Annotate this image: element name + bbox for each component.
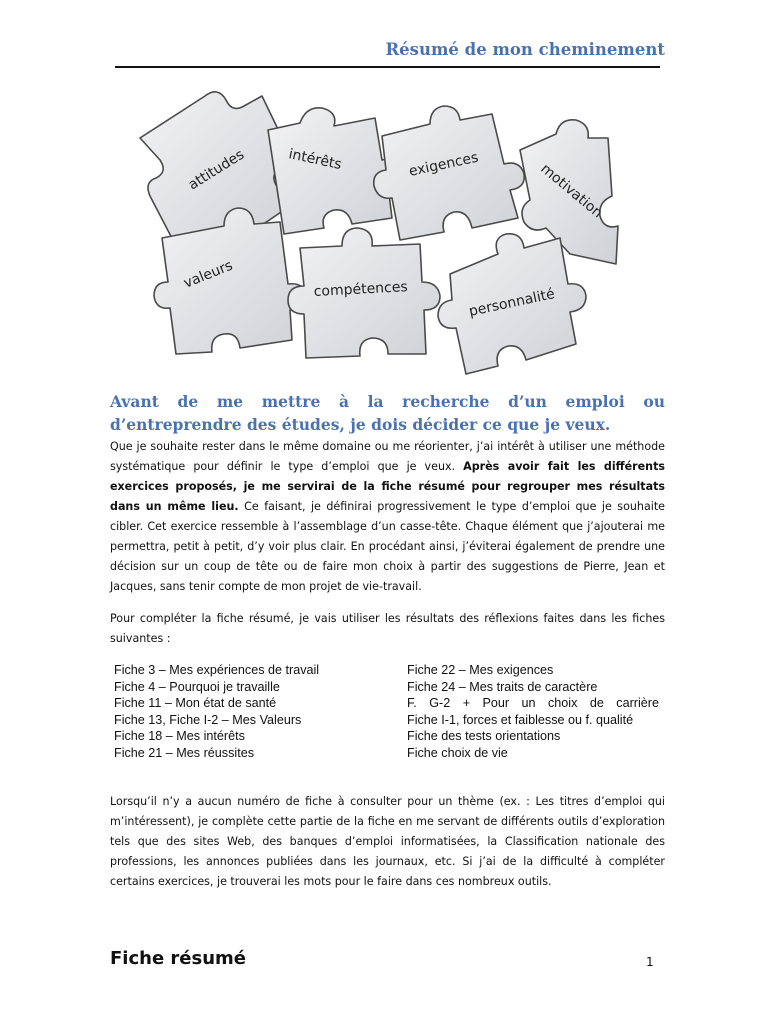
complete-line-1: Pour compléter la fiche résumé, je vais utiliser les résultats des réflexions faites dans les fiches	[110, 612, 665, 625]
puzzle-label-competences: compétences	[313, 279, 409, 300]
fiche-item: Fiche 22 – Mes exigences	[407, 663, 554, 677]
fiche-item: Fiche 11 – Mon état de santé	[114, 696, 277, 710]
fiches-list	[114, 662, 659, 761]
fiche-item: Fiche 18 – Mes intérêts	[114, 729, 245, 743]
intro-text-part2: Ce faisant, je définirai progressivement le type d’emploi que je souhaite cibler. Cet exercice ressemble à l’assemblage d’un casse-tête. Chaque élément que j’ajouterai me permettra, petit à petit, d’y voir plus clair. En procédant ainsi, j’éviterai également de prendre une décision sur un coup de tête ou de faire mon choix à partir des suggestions de Pierre, Jean et Jacques, sans tenir compte de mon projet de vie-travail.	[110, 500, 665, 593]
complete-line-2: suivantes :	[110, 632, 171, 645]
intro-text-bold: Après avoir fait les différents exercices proposés, je me servirai de la fiche résumé pour regrouper mes résultats dans un même lieu.	[110, 460, 665, 513]
complete-paragraph	[110, 609, 665, 649]
intro-paragraph	[110, 437, 665, 597]
fiche-item: Fiche choix de vie	[407, 745, 508, 760]
puzzle-label-valeurs: valeurs	[181, 257, 236, 292]
fiche-item: Fiche 13, Fiche I-2 – Mes Valeurs	[114, 712, 302, 727]
fiches-column-left	[114, 662, 407, 761]
fiche-item: F. G-2 + Pour un choix de carrière	[407, 696, 659, 710]
footer-title: Fiche résumé	[110, 948, 247, 969]
puzzle-label-personnalite: personnalité	[467, 286, 557, 320]
fiche-item: Fiche 4 – Pourquoi je travaille	[114, 679, 280, 694]
puzzle-label-exigences: exigences	[407, 149, 480, 180]
fiche-item: Fiche 24 – Mes traits de caractère	[407, 679, 598, 694]
puzzle-label-attitudes: attitudes	[185, 146, 248, 194]
fiches-column-right	[407, 662, 659, 761]
fiche-item: Fiche I-1, forces et faiblesse ou f. qualité	[407, 712, 634, 727]
header-rule	[115, 66, 660, 68]
fiche-item: Fiche des tests orientations	[407, 729, 561, 743]
section-heading: Avant de me mettre à la recherche d’un emploi ou d’entreprendre des études, je dois décider ce que je veux.	[110, 392, 665, 434]
fiche-item: Fiche 3 – Mes expériences de travail	[114, 663, 320, 677]
puzzle-label-interets: intérêts	[287, 146, 344, 174]
closing-paragraph: Lorsqu’il n’y a aucun numéro de fiche à consulter pour un thème (ex. : Les titres d’emploi qui m’intéressent), je complète cette partie de la fiche en me servant de différents outils d’exploration tels que des sites Web, des banques d’emploi informatisées, la Classification nationale des professions, les annonces publiées dans les journaux, etc. Si j’ai de la difficulté à compléter certains exercices, je trouverai les mots pour le faire dans ces nombreux outils.	[110, 795, 665, 888]
page-header-title: Résumé de mon cheminement	[385, 40, 665, 59]
intro-text-part1: Que je souhaite rester dans le même domaine ou me réorienter, j’ai intérêt à utiliser une méthode systématique pour définir le type d’emploi que je veux.	[110, 440, 665, 473]
puzzle-label-motivation: motivation	[537, 160, 606, 222]
fiche-item: Fiche 21 – Mes réussites	[114, 745, 254, 760]
puzzle-piece-exigences	[374, 106, 524, 240]
puzzle-illustration	[120, 78, 620, 378]
page-number: 1	[646, 955, 654, 969]
